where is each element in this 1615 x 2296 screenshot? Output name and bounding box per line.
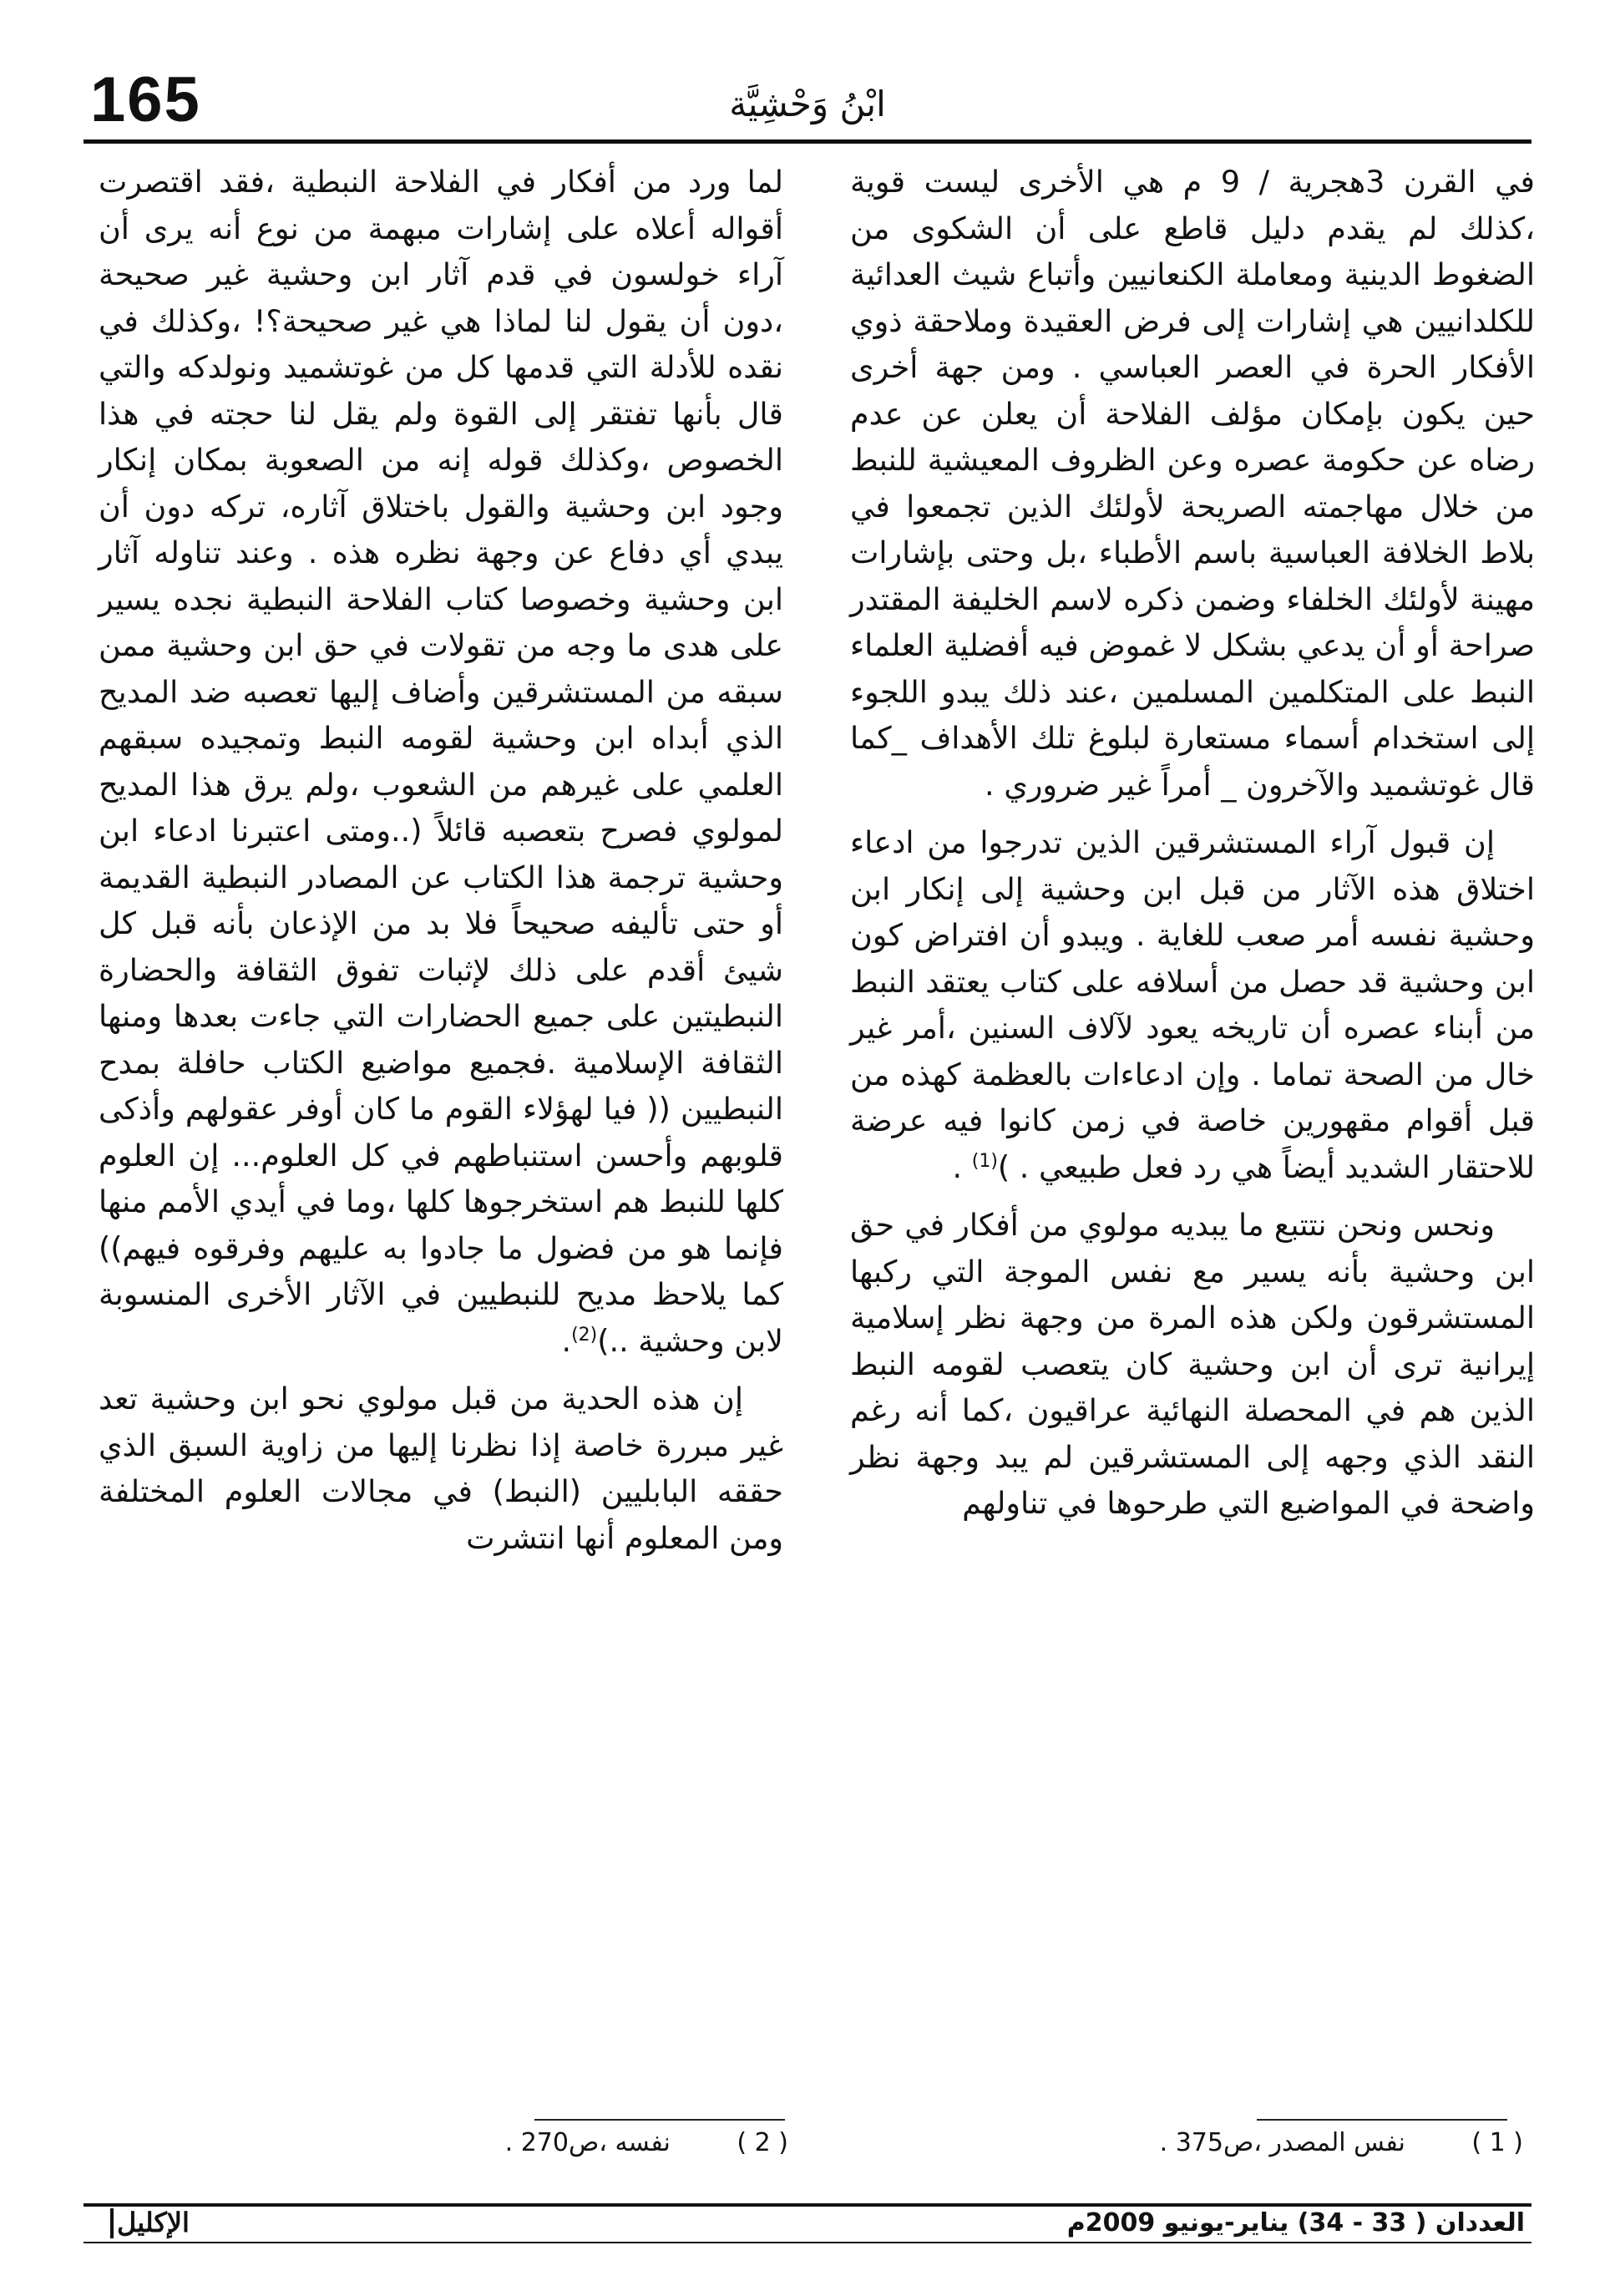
right-column	[850, 159, 1535, 1527]
footer-rule-top	[84, 2203, 1531, 2207]
footnote-1	[1160, 2128, 1523, 2157]
paragraph: إن هذه الحدية من قبل مولوي نحو ابن وحشية تعد غير مبررة خاصة إذا نظرنا إليها من زاوية السبق الذي حققه البابليين (النبط) في مجالات العلوم المختلفة ومن المعلوم أنها انتشرت	[99, 1381, 783, 1556]
footnote-marker: (2)	[571, 1324, 598, 1346]
footnote-text: نفس المصدر ،ص375 .	[1159, 2128, 1405, 2157]
footnote-rule	[1257, 2119, 1507, 2121]
footnote-2	[505, 2128, 788, 2157]
paragraph: في القرن 3هجرية / 9 م هي الأخرى ليست قوية ،كذلك لم يقدم دليل قاطع على أن الشكوى من الضغوط الدينية ومعاملة الكنعانيين وأتباع شيث العدائية للكلدانيين هي إشارات إلى فرض العقيدة وملاحقة ذوي الأفكار الحرة في العصر العباسي . ومن جهة أخرى حين يكون بإمكان مؤلف الفلاحة أن يعلن عن عدم رضاه عن حكومة عصره وعن الظروف المعيشية للنبط من خلال مهاجمته الصريحة لأولئك الذين تجمعوا في بلاط الخلافة العباسية باسم الأطباء ،بل وحتى بإشارات مهينة لأولئك الخلفاء وضمن ذكره لاسم الخليفة المقتدر صراحة أو أن يدعي بشكل لا غموض فيه أفضلية العلماء النبط على المتكلمين المسلمين ،عند ذلك يبدو اللجوء إلى استخدام أسماء مستعارة لبلوغ تلك الأهداف _كما قال غوتشميد والآخرون _ أمراً غير ضروري .	[850, 164, 1535, 803]
left-column	[99, 159, 783, 1561]
paragraph: إن قبول آراء المستشرقين الذين تدرجوا من ادعاء اختلاق هذه الآثار من قبل ابن وحشية إلى إنكار ابن وحشية نفسه أمر صعب للغاية . ويبدو أن افتراض كون ابن وحشية قد حصل من أسلافه على كتاب يعتقد النبط من أبناء عصره أن تاريخه يعود لآلاف السنين ،أمر غير خال من الصحة تماما . وإن ادعاءات بالعظمة كهذه من قبل أقوام مقهورين خاصة في زمن كانوا فيه عرضة للاحتقار الشديد أيضاً هي رد فعل طبيعي . )$^{(1)}$ .	[850, 824, 1535, 1185]
footnote-number: ( 2 )	[737, 2128, 788, 2157]
running-title: ابْنُ وَحْشِيَّة	[729, 84, 886, 124]
paragraph: ونحس ونحن نتتبع ما يبديه مولوي من أفكار في حق ابن وحشية بأنه يسير مع نفس الموجة التي ركبها المستشرقون ولكن هذه المرة من وجهة نظر إسلامية إيرانية ترى أن ابن وحشية كان يتعصب لقومه النبط الذين هم في المحصلة النهائية عراقيون ،كما أنه رغم النقد الذي وجهه إلى المستشرقين لم يبد وجهة نظر واضحة في المواضيع التي طرحوها في تناولهم	[850, 1207, 1535, 1521]
journal-logo: الإكليل	[117, 2207, 190, 2238]
page-number: 165	[90, 64, 201, 135]
footnote-marker: (1)	[971, 1150, 998, 1172]
paragraph: لما ورد من أفكار في الفلاحة النبطية ،فقد اقتصرت أقواله أعلاه على إشارات مبهمة من نوع أنه يرى أن آراء خولسون في قدم آثار ابن وحشية غير صحيحة ،دون أن يقول لنا لماذا هي غير صحيحة؟! ،وكذلك في نقده للأدلة التي قدمها كل من غوتشميد ونولدكه والتي قال بأنها تفتقر إلى القوة ولم يقل لنا حجته في هذا الخصوص ،وكذلك قوله إنه من الصعوبة بمكان إنكار وجود ابن وحشية والقول باختلاق آثاره، تركه دون أن يبدي أي دفاع عن وجهة نظره هذه . وعند تناوله آثار ابن وحشية وخصوصا كتاب الفلاحة النبطية نجده يسير على هدى ما وجه من تقولات في حق ابن وحشية ممن سبقه من المستشرقين وأضاف إليها تعصبه ضد المديح الذي أبداه ابن وحشية لقومه النبط وتمجيده سبقهم العلمي على غيرهم من الشعوب ،ولم يرق هذا المديح لمولوي فصرح بتعصبه قائلاً (..ومتى اعتبرنا ادعاء ابن وحشية ترجمة هذا الكتاب عن المصادر النبطية القديمة أو حتى تأليفه صحيحاً فلا بد من الإذعان بأنه قبل كل شيئ أقدم على ذلك لإثبات تفوق الثقافة والحضارة النبطيتين على جميع الحضارات التي جاءت بعدها ومنها الثقافة الإسلامية .فجميع مواضيع الكتاب حافلة بمدح النبطيين (( فيا لهؤلاء القوم ما كان أوفر عقولهم وأذكى قلوبهم وأحسن استنباطهم في كل العلوم... إن العلوم كلها للنبط هم استخرجوها كلها ،وما في أيدي الأمم منها فإنما هو من فضول ما جادوا به عليهم وفرقوه فيهم)) كما يلاحظ مديح للنبطيين في الآثار الأخرى المنسوبة لابن وحشية ..)$^{(2)}$.	[99, 164, 783, 1359]
footer-rule-bottom	[84, 2242, 1531, 2243]
footnote-text: نفسه ،ص270 .	[504, 2128, 671, 2157]
header-rule	[84, 139, 1531, 144]
issue-info: العددان ( 33 - 34) يناير-يونيو 2009م	[1066, 2208, 1525, 2238]
footnote-rule	[534, 2119, 785, 2121]
footnote-number: ( 1 )	[1471, 2128, 1523, 2157]
